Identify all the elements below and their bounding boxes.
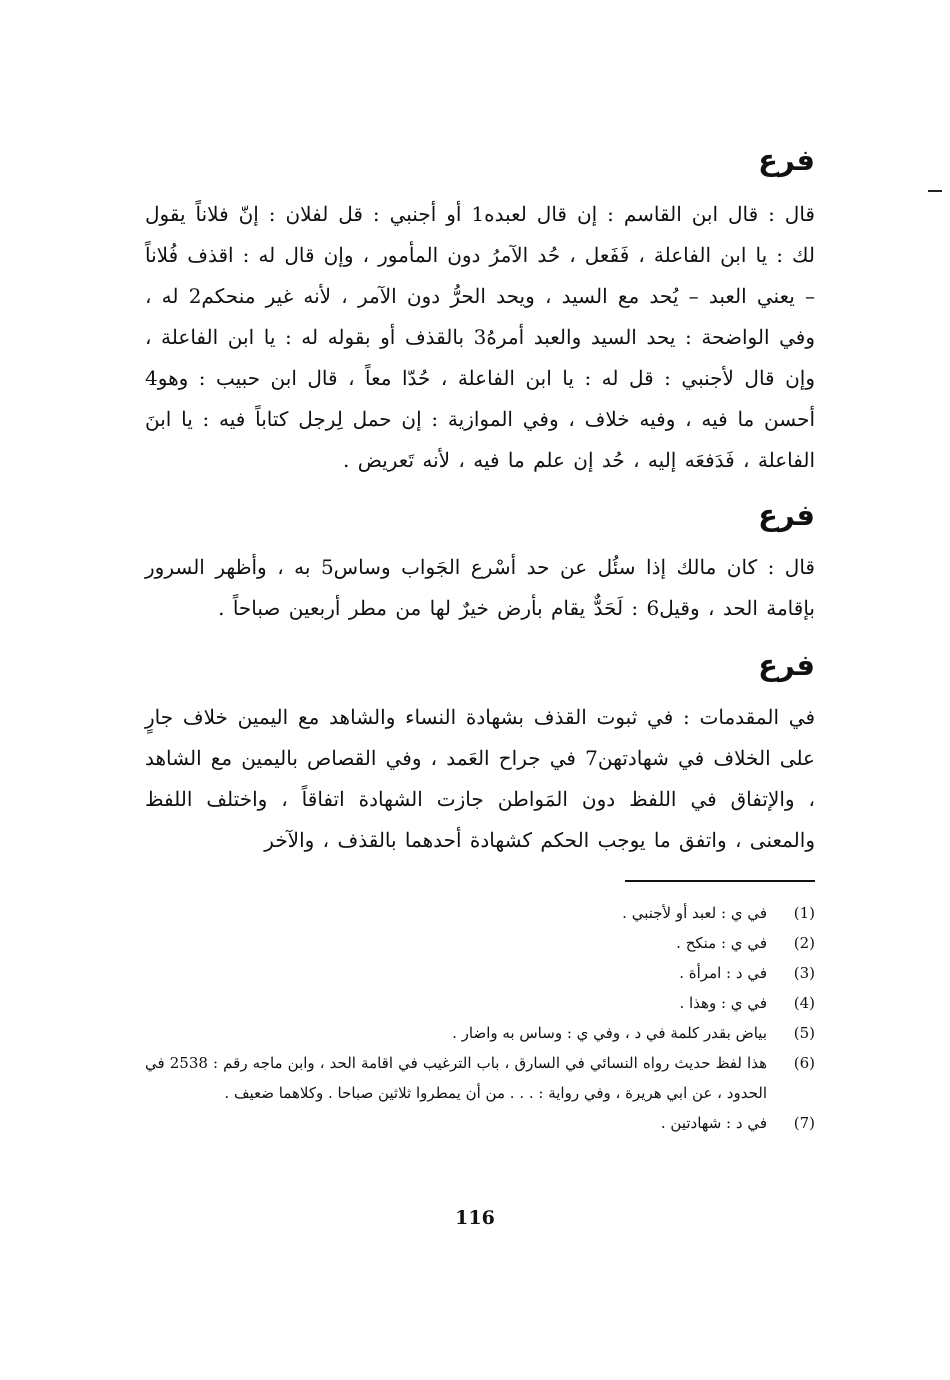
footnote-number: (4) (793, 994, 815, 1012)
page-number: 116 (455, 1207, 495, 1229)
footnote-number: (6) (793, 1054, 815, 1072)
footnote-number: (1) (793, 904, 815, 922)
section-heading: فرع (758, 498, 815, 532)
footnote-item (145, 1018, 815, 1048)
footnote-text: هذا لفظ حديث رواه النسائي في السارق ، باب الترغيب في اقامة الحد ، وابن ماجه رقم : 2538 في الحدود ، عن ابي هريرة ، وفي رواية : . . . من أن يمطروا ثلاثين صباحا . وكلاهما ضعيف . (145, 1054, 767, 1102)
footnote-item (145, 958, 815, 988)
footnote-number: (2) (793, 934, 815, 952)
section-heading: فرع (758, 143, 815, 177)
section-paragraph: في المقدمات : في ثبوت القذف بشهادة النساء والشاهد مع اليمين خلاف جارٍ على الخلاف في شهادتهن7 في جراح العَمد ، وفي القصاص باليمين مع الشاهد ، والإتفاق في اللفظ دون المَواطن جازت الشهادة اتفاقاً ، واختلف اللفظ والمعنى ، واتفق ما يوجب الحكم كشهادة أحدهما بالقذف ، والآخر (145, 705, 815, 852)
footnote-item (145, 1048, 815, 1108)
footnote-item (145, 898, 815, 928)
footnote-text: في د : شهادتين . (660, 1114, 767, 1132)
section-1 (145, 140, 815, 481)
footnote-list (145, 898, 815, 1138)
footnote-number: (5) (793, 1024, 815, 1042)
footnote-item (145, 988, 815, 1018)
section-heading: فرع (758, 648, 815, 682)
section-paragraph: قال : قال ابن القاسم : إن قال لعبده1 أو أجنبي : قل لفلان : إنّ فلاناً يقول لك : يا ابن الفاعلة ، فَفَعل ، حُد الآمرُ دون المأمور ، وإن قال له : اقذف فُلاناً – يعني العبد – يُحد مع السيد ، ويحد الحرُّ دون الآمر ، لأنه غير منحكم2 له ، وفي الواضحة : يحد السيد والعبد أمرهُ3 بالقذف أو بقوله له : يا ابن الفاعلة ، وإن قال لأجنبي : قل له : يا ابن الفاعلة ، حُدّا معاً ، قال ابن حبيب : وهو4 أحسن ما فيه ، وفيه خلاف ، وفي الموازية : إن حمل لِرجل كتاباً فيه : يا ابنَ الفاعلة ، فَدَفعَه إليه ، حُد إن علم ما فيه ، لأنه تَعريض . (145, 202, 816, 472)
section-3 (145, 645, 815, 861)
footnote-rule (625, 880, 815, 882)
footnote-number: (7) (793, 1114, 815, 1132)
footnote-item (145, 928, 815, 958)
footnote-item (145, 1108, 815, 1138)
margin-mark (928, 190, 942, 192)
footnote-text: في ي : وهذا . (679, 994, 767, 1012)
footnote-text: بياض بقدر كلمة في د ، وفي ي : وساس به واضار . (452, 1024, 767, 1042)
footnote-text: في ي : منكح . (676, 934, 767, 952)
section-paragraph: قال : كان مالك إذا سئُل عن حد أسْرع الجَواب وساس5 به ، وأظهر السرور بإقامة الحد ، وقيل6 : لَحَدٌّ يقام بأرض خيرٌ لها من مطر أربعين صباحاً . (145, 555, 815, 620)
footnote-number: (3) (793, 964, 815, 982)
footnote-text: في د : امرأة . (679, 964, 767, 982)
section-2 (145, 495, 815, 629)
footnote-text: في ي : لعبد أو لأجنبي . (622, 904, 767, 922)
